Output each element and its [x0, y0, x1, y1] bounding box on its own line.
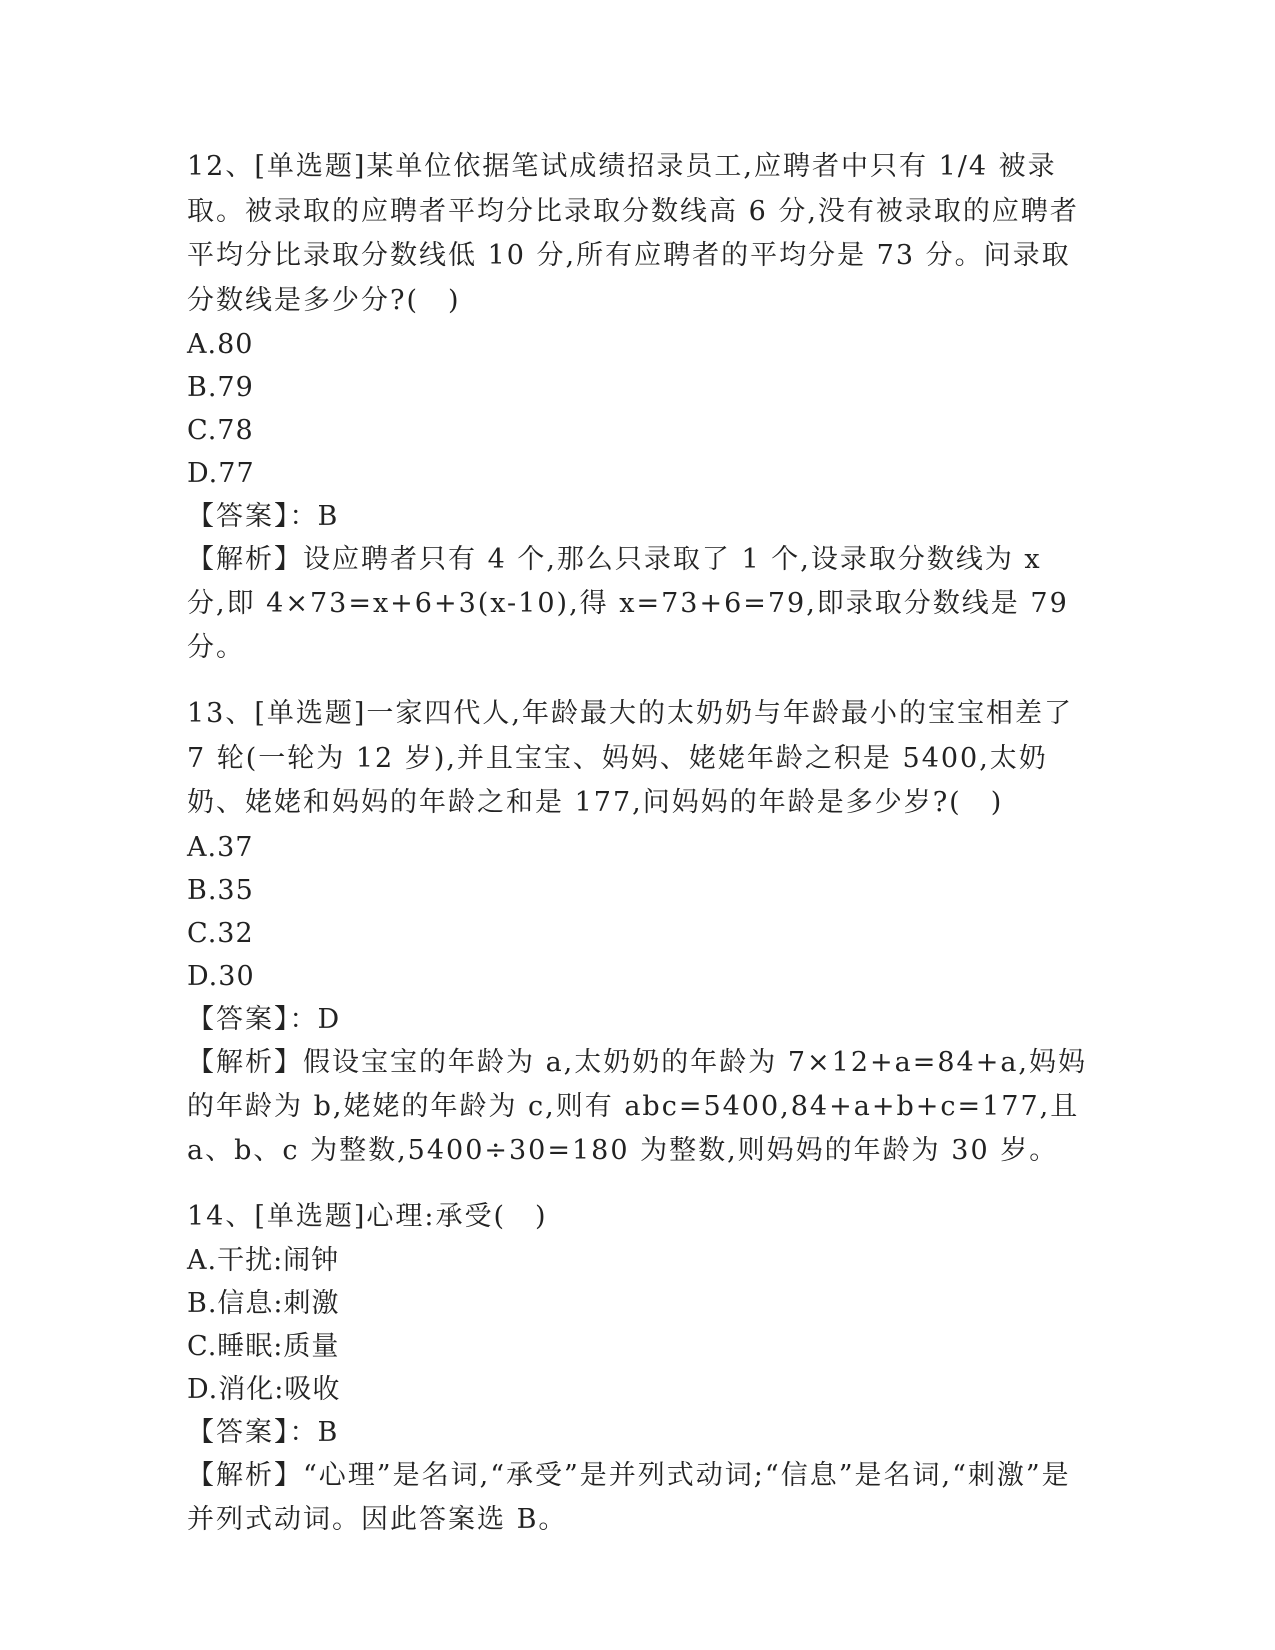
question-stem: 14、[单选题]心理:承受( ) — [187, 1200, 548, 1232]
answer-line — [187, 1411, 1087, 1454]
option-c: C.78 — [187, 415, 254, 446]
analysis-tag: 【解析】 — [187, 1046, 303, 1078]
question-14 — [187, 1195, 1087, 1543]
analysis-line — [187, 1041, 1087, 1173]
question-stem: 13、[单选题]一家四代人,年龄最大的太奶奶与年龄最小的宝宝相差了 7 轮(一轮为 12 岁),并且宝宝、妈妈、姥姥年龄之积是 5400,太奶奶、姥姥和妈妈的年龄之和是 177,问妈妈的年龄是多少岁?( ) — [187, 698, 1074, 818]
analysis-tag: 【解析】 — [187, 544, 303, 575]
analysis-line — [187, 1454, 1087, 1542]
answer-separator: ： — [289, 1417, 318, 1448]
answer-value: B — [317, 501, 339, 532]
option-c: C.睡眠:质量 — [187, 1331, 340, 1362]
answer-value: D — [317, 1003, 341, 1035]
option-b: B.79 — [187, 372, 254, 403]
answer-line — [187, 495, 1087, 538]
question-12 — [187, 145, 1087, 670]
analysis-text: 假设宝宝的年龄为 a,太奶奶的年龄为 7×12+a=84+a,妈妈的年龄为 b,姥姥的年龄为 c,则有 abc=5400,84+a+b+c=177,且 a、b、c 为整数,5400÷30=180 为整数,则妈妈的年龄为 30 岁。 — [187, 1046, 1088, 1166]
option-b: B.信息:刺激 — [187, 1288, 340, 1319]
analysis-text: 设应聘者只有 4 个,那么只录取了 1 个,设录取分数线为 x 分,即 4×73=x+6+3(x-10),得 x=73+6=79,即录取分数线是 79 分。 — [187, 544, 1069, 663]
option-b: B.35 — [187, 874, 254, 906]
answer-tag: 【答案】 — [187, 1003, 290, 1035]
document-page — [187, 145, 1087, 1564]
analysis-text: “心理”是名词,“承受”是并列式动词;“信息”是名词,“刺激”是并列式动词。因此答案选 B。 — [187, 1460, 1071, 1535]
answer-tag: 【答案】 — [187, 501, 290, 532]
option-c: C.32 — [187, 917, 254, 949]
question-13 — [187, 692, 1087, 1173]
option-d: D.消化:吸收 — [187, 1374, 341, 1405]
answer-value: B — [317, 1417, 339, 1448]
option-a: A.80 — [187, 329, 254, 360]
answer-separator: ： — [289, 1003, 318, 1035]
answer-separator: ： — [289, 501, 318, 532]
analysis-line — [187, 538, 1087, 670]
question-stem: 12、[单选题]某单位依据笔试成绩招录员工,应聘者中只有 1/4 被录取。被录取的应聘者平均分比录取分数线高 6 分,没有被录取的应聘者平均分比录取分数线低 10 分,所有应聘者的平均分是 73 分。问录取分数线是多少分?( ) — [187, 151, 1079, 316]
option-a: A.37 — [187, 831, 254, 863]
option-d: D.77 — [187, 458, 255, 489]
option-d: D.30 — [187, 960, 255, 992]
answer-line — [187, 998, 1087, 1041]
option-a: A.干扰:闹钟 — [187, 1245, 340, 1276]
answer-tag: 【答案】 — [187, 1417, 290, 1448]
analysis-tag: 【解析】 — [187, 1460, 303, 1491]
